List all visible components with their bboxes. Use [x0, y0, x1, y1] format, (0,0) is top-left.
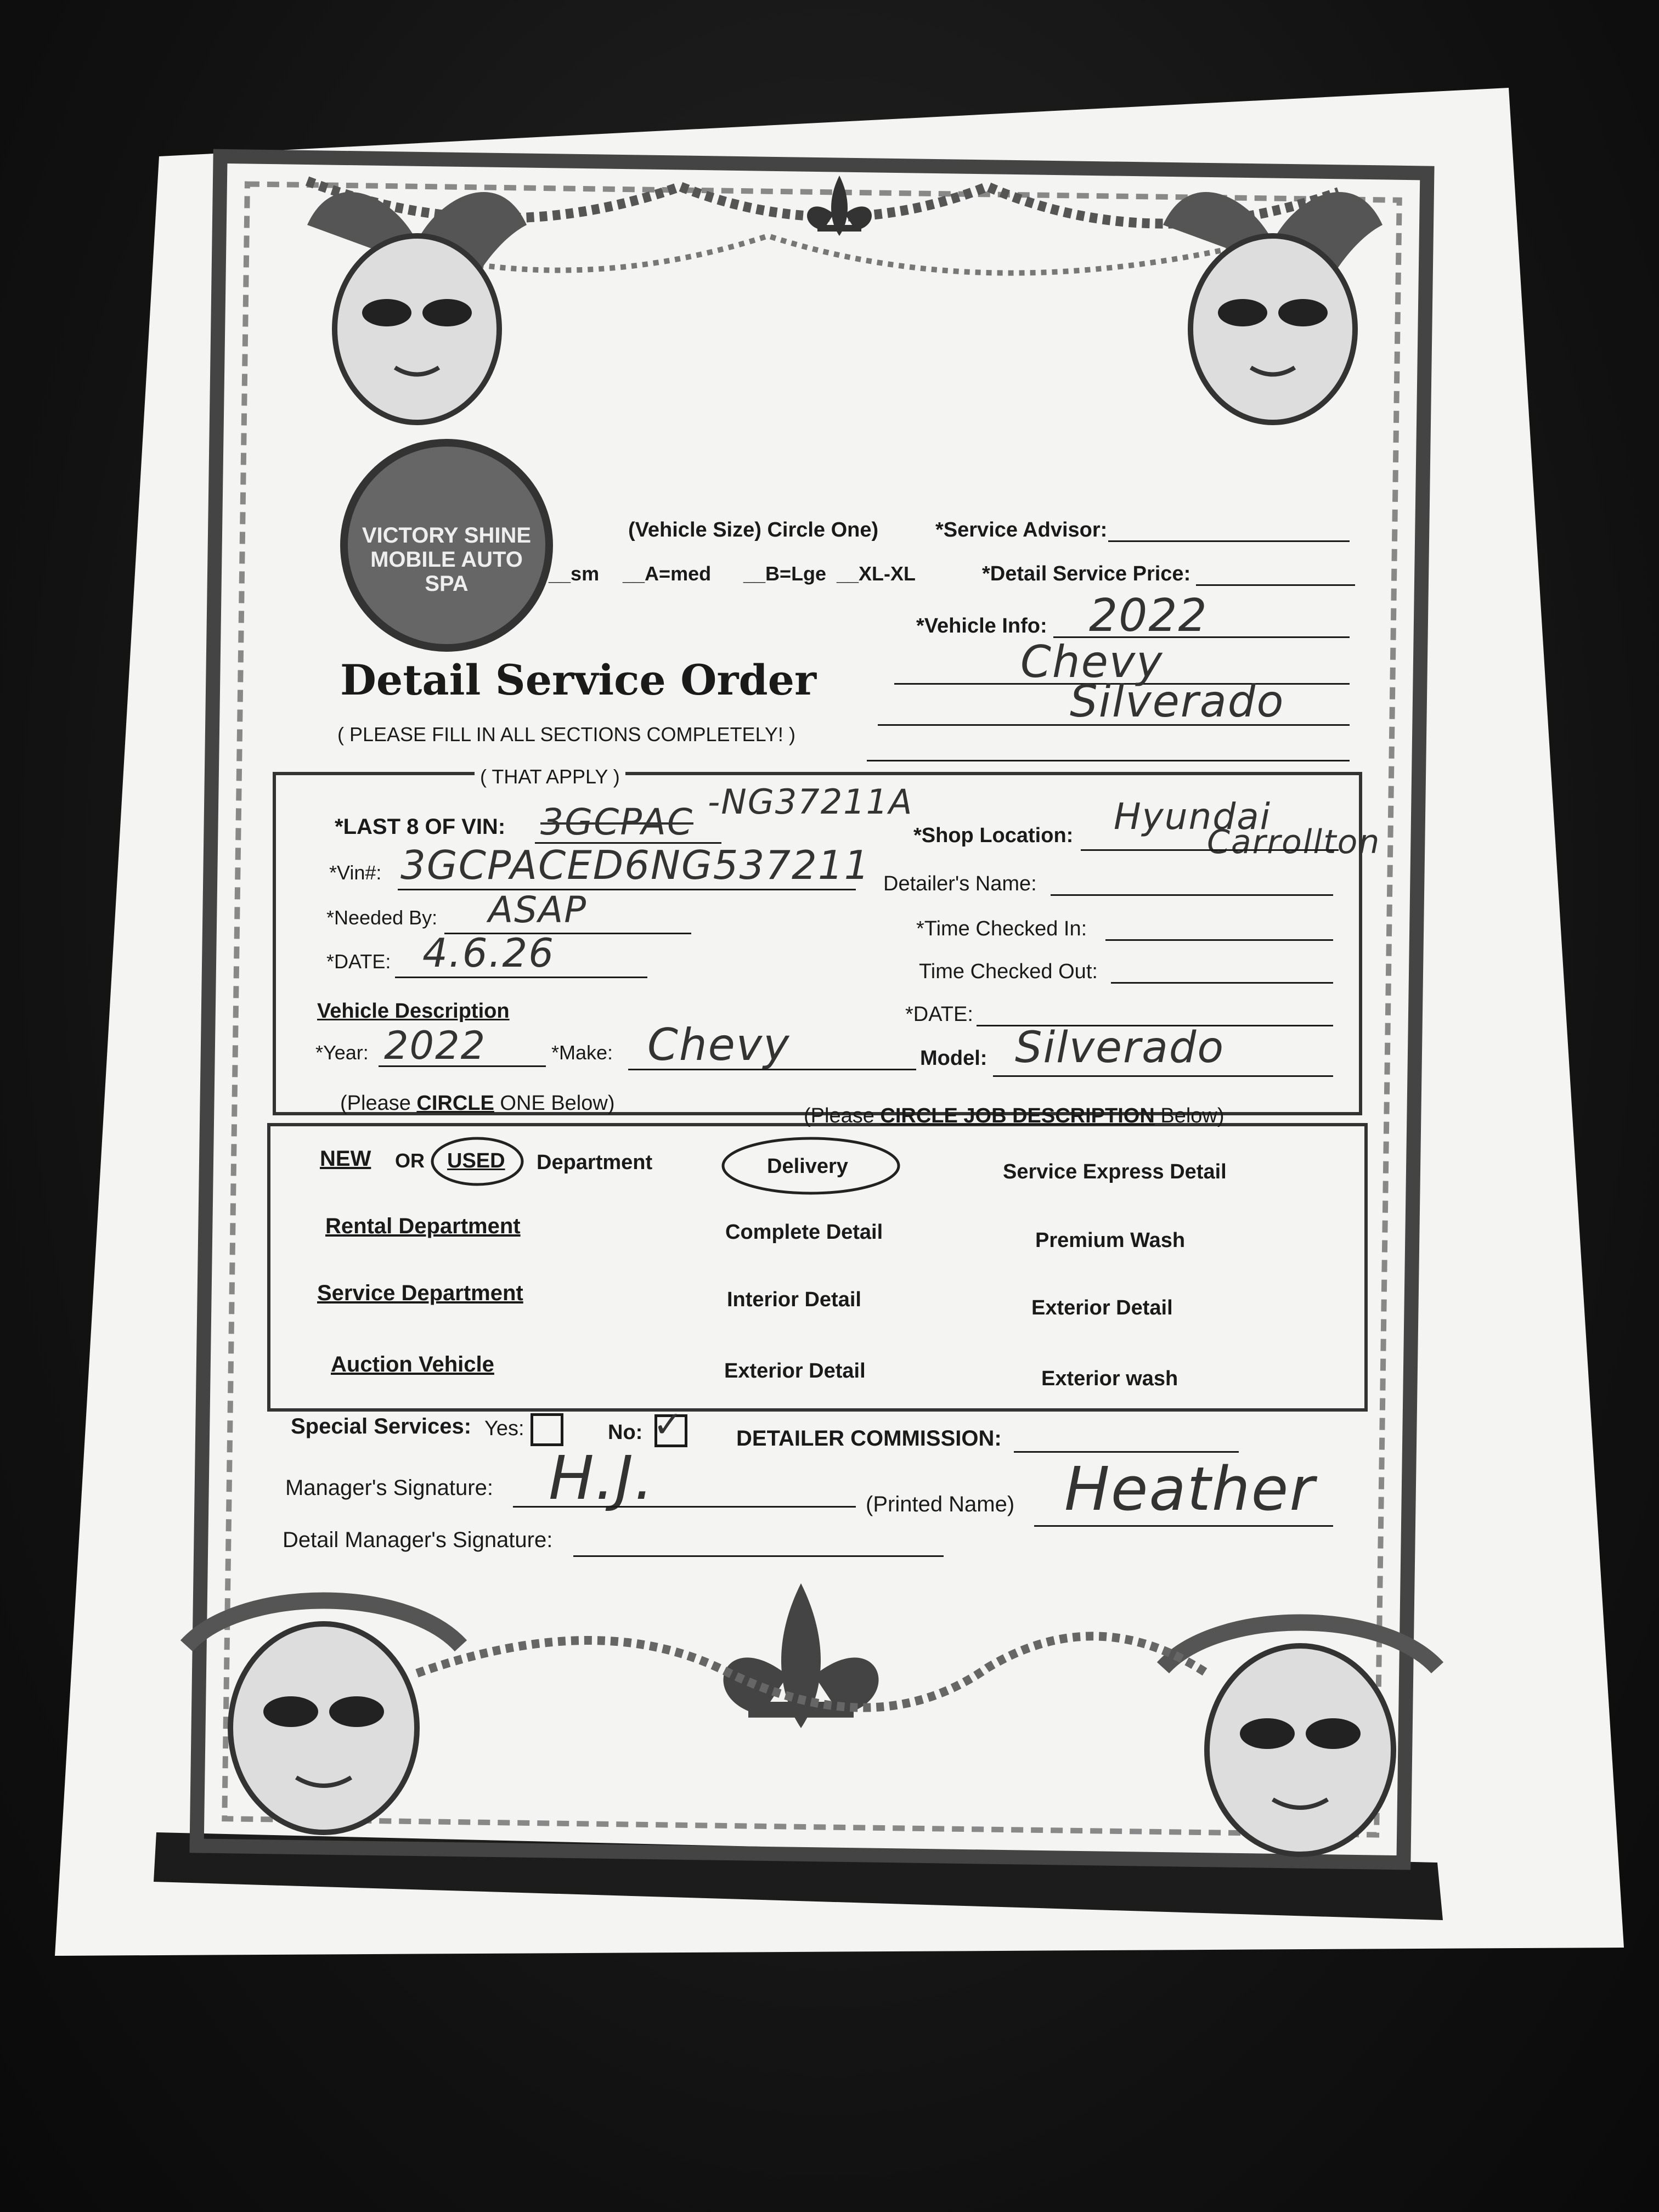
- detail-price-field[interactable]: [1196, 584, 1355, 586]
- job-complete-detail[interactable]: Complete Detail: [725, 1221, 883, 1244]
- vin-label: *Vin#:: [329, 861, 382, 884]
- job-exterior-detail-2[interactable]: Exterior Detail: [1031, 1296, 1173, 1319]
- circle-job-pre: (Please: [804, 1104, 881, 1127]
- service-advisor-label: *Service Advisor:: [935, 518, 1108, 541]
- circle-one-instruction: [340, 1092, 614, 1115]
- last8-vin-label: *LAST 8 OF VIN:: [335, 815, 506, 839]
- date-value: 4.6.26: [422, 930, 555, 976]
- logo-badge: [340, 439, 553, 652]
- detail-price-label: *Detail Service Price:: [982, 562, 1191, 585]
- vin-value: 3GCPACED6NG537211: [400, 842, 871, 888]
- printed-name-field[interactable]: [1034, 1525, 1333, 1527]
- dept-department: Department: [537, 1151, 653, 1174]
- job-exterior-wash[interactable]: Exterior wash: [1041, 1367, 1178, 1390]
- size-sm[interactable]: __sm: [549, 562, 600, 585]
- logo-text: VICTORY SHINE MOBILE AUTO SPA: [362, 523, 532, 596]
- shop-location-field[interactable]: [1081, 849, 1339, 851]
- circle-job-instruction: [804, 1104, 1224, 1128]
- needed-by-label: *Needed By:: [326, 906, 438, 929]
- manager-signature-value: H.J.: [549, 1443, 655, 1513]
- model-field[interactable]: [993, 1075, 1333, 1077]
- vehicle-info-label: *Vehicle Info:: [916, 614, 1047, 637]
- size-a-med[interactable]: __A=med: [623, 562, 712, 585]
- last8-vin-struck: 3GCPAC: [540, 801, 693, 843]
- dept-or: OR: [395, 1149, 425, 1172]
- dept-used[interactable]: USED: [447, 1149, 505, 1172]
- page-title: Detail Service Order: [340, 656, 816, 704]
- manager-signature-field[interactable]: [513, 1506, 856, 1508]
- manager-signature-label: Manager's Signature:: [285, 1476, 493, 1500]
- detailer-commission-label: DETAILER COMMISSION:: [736, 1426, 1002, 1451]
- dept-rental[interactable]: Rental Department: [325, 1214, 521, 1238]
- time-checked-out-field[interactable]: [1111, 982, 1333, 984]
- needed-by-value: ASAP: [488, 889, 587, 931]
- special-yes-checkbox[interactable]: [531, 1413, 563, 1446]
- time-checked-in-label: *Time Checked In:: [916, 917, 1087, 940]
- detailer-name-label: Detailer's Name:: [883, 872, 1037, 895]
- detailer-name-field[interactable]: [1051, 894, 1333, 896]
- year-label: *Year:: [315, 1041, 369, 1064]
- time-checked-in-field[interactable]: [1105, 939, 1333, 941]
- vehicle-size-label: (Vehicle Size) Circle One): [628, 518, 879, 541]
- make-field[interactable]: [628, 1069, 916, 1070]
- detail-manager-signature-label: Detail Manager's Signature:: [283, 1528, 553, 1552]
- time-checked-out-label: Time Checked Out:: [919, 960, 1098, 983]
- job-exterior-detail-1[interactable]: Exterior Detail: [724, 1359, 866, 1383]
- model-label: Model:: [920, 1047, 988, 1070]
- special-services-label: Special Services:: [291, 1414, 472, 1438]
- special-no-label: No:: [608, 1421, 643, 1444]
- job-service-express[interactable]: Service Express Detail: [1003, 1160, 1227, 1183]
- dept-auction[interactable]: Auction Vehicle: [331, 1352, 494, 1376]
- circle-one-pre: (Please: [340, 1092, 417, 1115]
- detailer-commission-field[interactable]: [1014, 1451, 1239, 1453]
- date2-label: *DATE:: [905, 1003, 973, 1026]
- that-apply-label: ( THAT APPLY ): [475, 765, 625, 788]
- job-interior-detail[interactable]: Interior Detail: [727, 1288, 861, 1311]
- model-value: Silverado: [1015, 1023, 1225, 1073]
- last8-vin-value: -NG37211A: [708, 782, 913, 822]
- circle-one-post: ONE Below): [494, 1092, 615, 1115]
- job-delivery[interactable]: Delivery: [767, 1155, 848, 1178]
- printed-name-label: (Printed Name): [866, 1492, 1015, 1516]
- job-premium-wash[interactable]: Premium Wash: [1035, 1229, 1186, 1252]
- vin-field[interactable]: [398, 889, 856, 890]
- vehicle-info-model: Silverado: [1070, 676, 1285, 727]
- date-field[interactable]: [395, 977, 647, 978]
- vehicle-info-make: Chevy: [1020, 636, 1164, 687]
- circle-job-word: CIRCLE JOB DESCRIPTION: [880, 1104, 1155, 1127]
- shop-location-value-2: Carrollton: [1207, 823, 1381, 861]
- shop-location-value-1: Hyundai: [1114, 795, 1272, 838]
- size-b-lge[interactable]: __B=Lge: [743, 562, 827, 585]
- make-value: Chevy: [647, 1019, 791, 1070]
- vehicle-info-year: 2022: [1089, 590, 1208, 642]
- vehicle-description-label: Vehicle Description: [317, 1000, 510, 1023]
- circle-one-word: CIRCLE: [416, 1092, 494, 1115]
- make-label: *Make:: [551, 1041, 613, 1064]
- circle-job-post: Below): [1154, 1104, 1224, 1127]
- page-subtitle: ( PLEASE FILL IN ALL SECTIONS COMPLETELY! ): [337, 723, 795, 746]
- vehicle-info-field-4[interactable]: [867, 760, 1350, 761]
- printed-name-value: Heather: [1064, 1454, 1316, 1524]
- service-advisor-field[interactable]: [1108, 540, 1350, 542]
- special-no-check-mark: ✓: [653, 1403, 685, 1446]
- date-label: *DATE:: [326, 950, 391, 973]
- year-field[interactable]: [379, 1065, 546, 1067]
- shop-location-label: *Shop Location:: [913, 824, 1074, 847]
- special-yes-label: Yes:: [484, 1417, 524, 1440]
- dept-new[interactable]: NEW: [320, 1147, 371, 1171]
- year-value: 2022: [384, 1023, 487, 1068]
- dept-service[interactable]: Service Department: [317, 1281, 523, 1305]
- detail-manager-signature-field[interactable]: [573, 1555, 944, 1557]
- size-xl[interactable]: __XL-XL: [837, 562, 916, 585]
